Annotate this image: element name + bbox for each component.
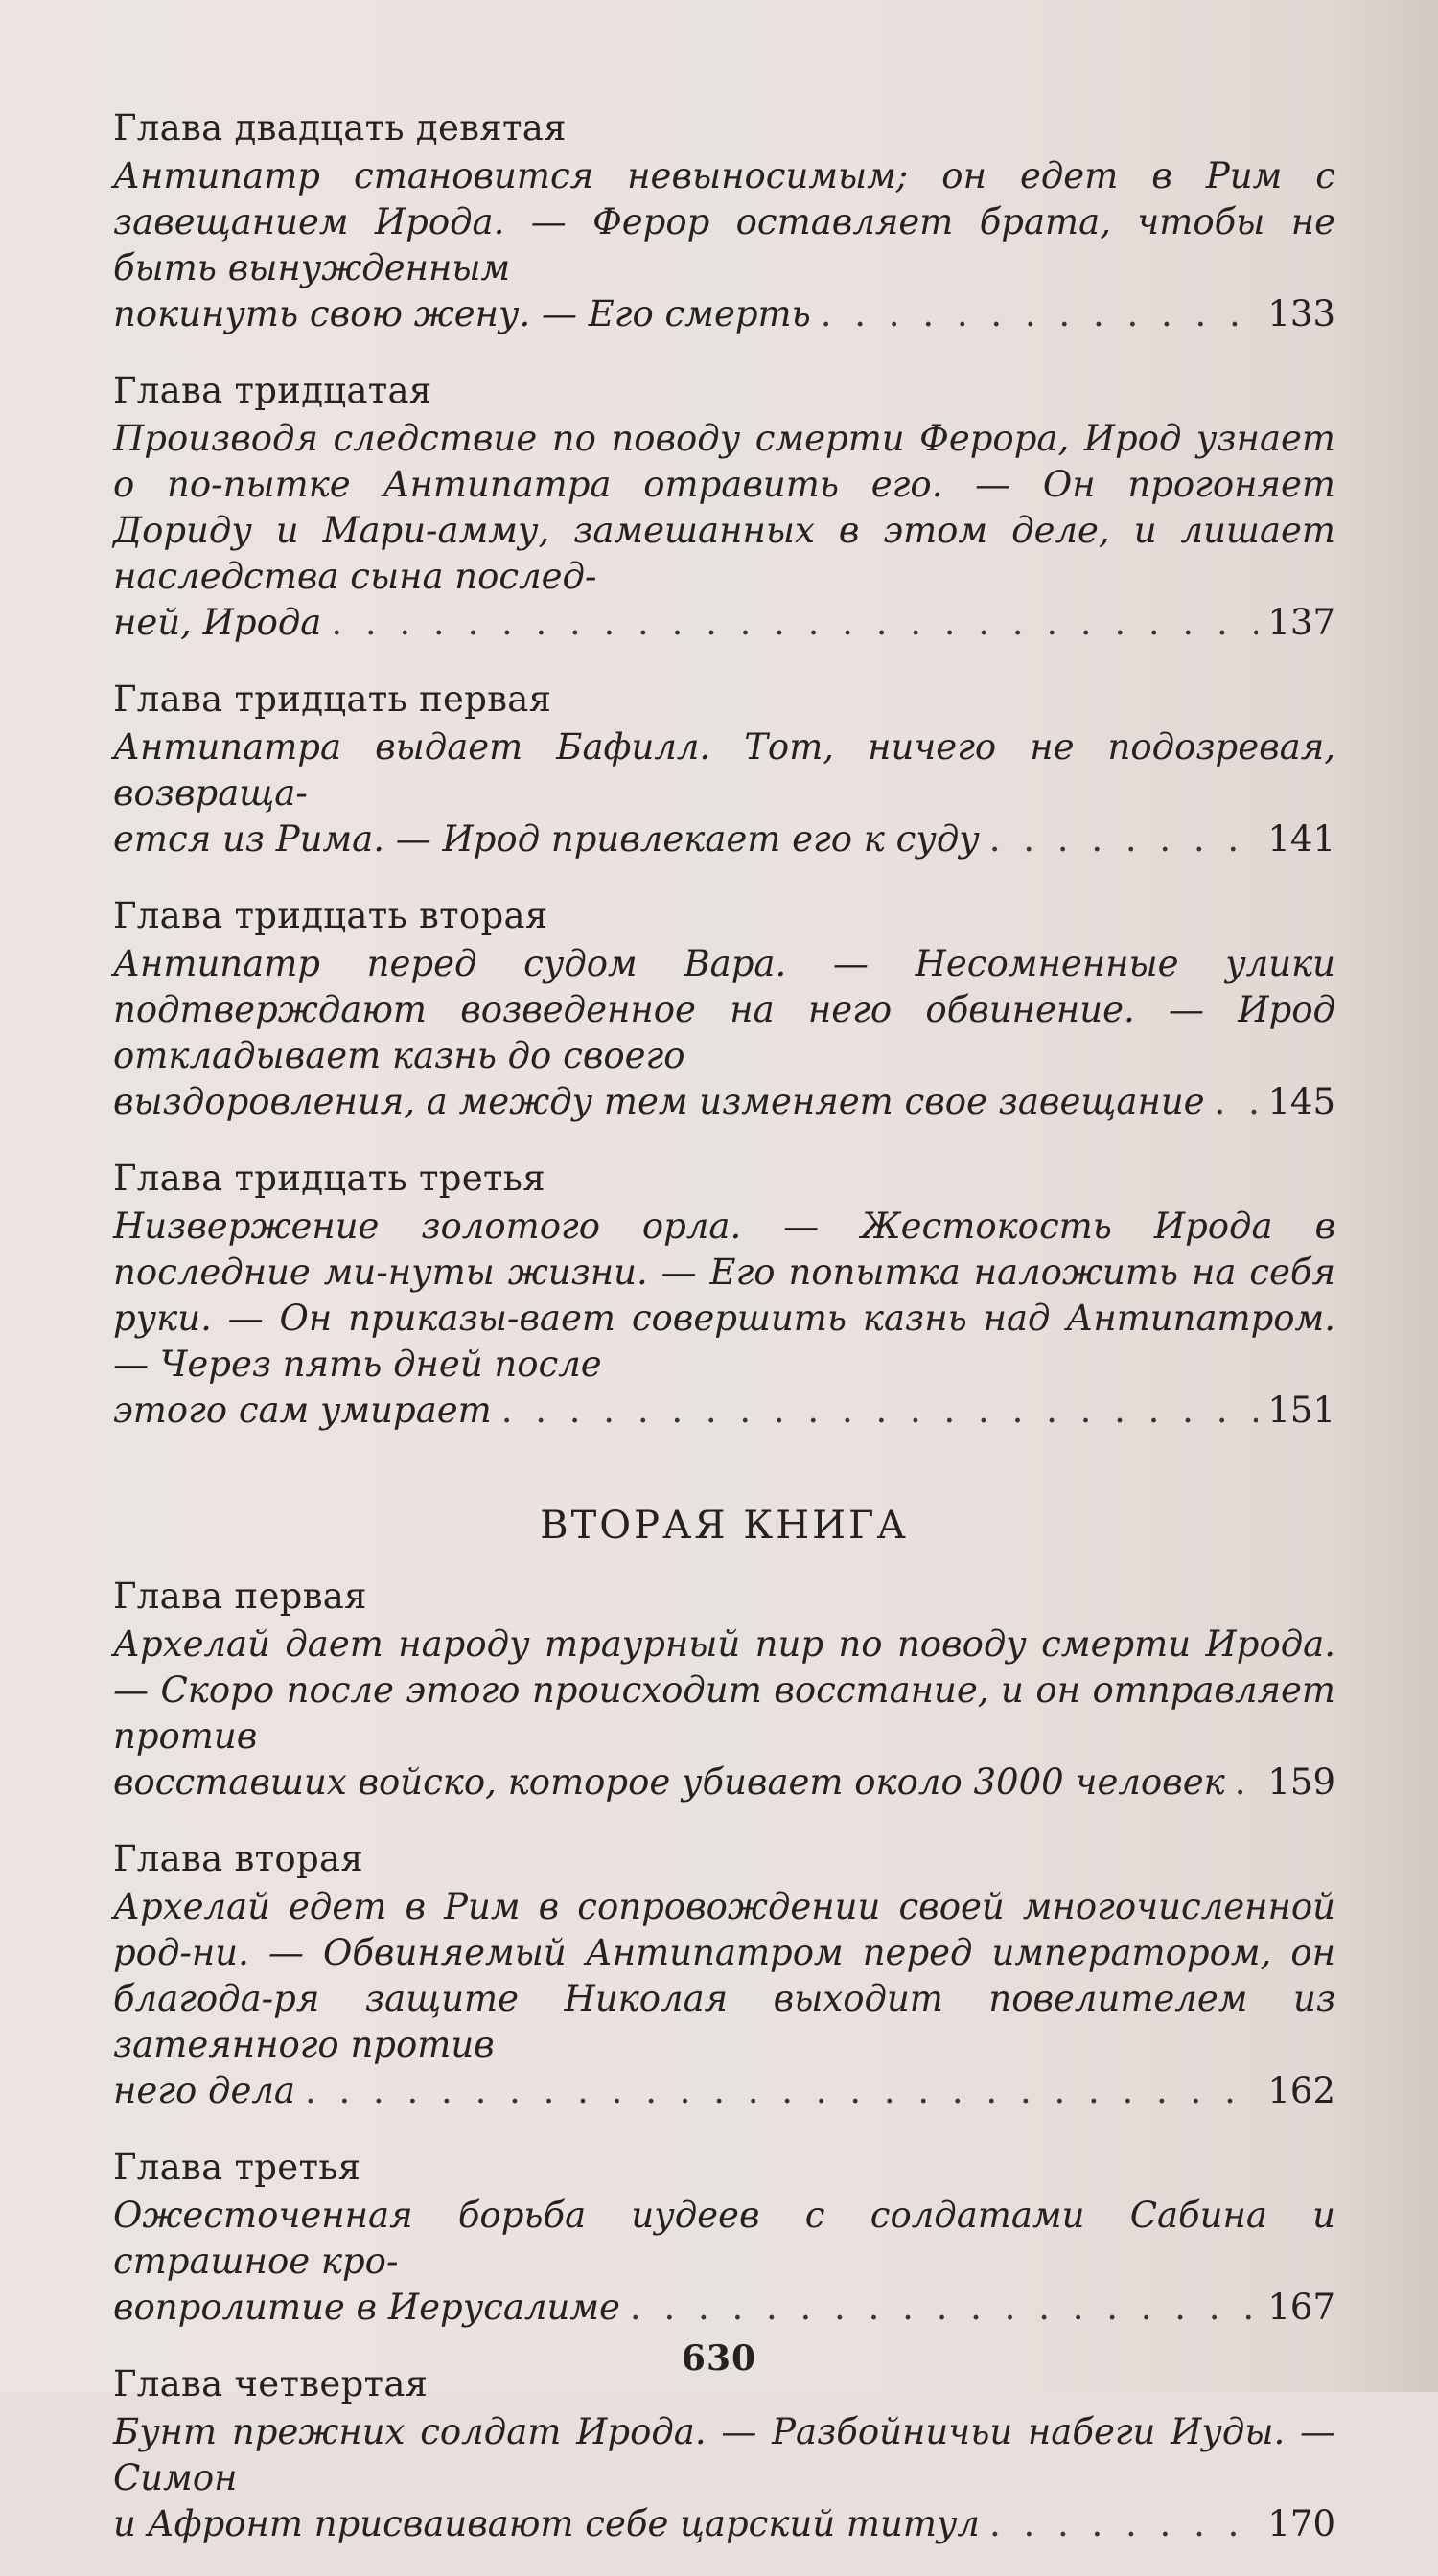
dot-leader: [305, 2068, 1258, 2114]
chapter-summary: Ожесточенная борьба иудеев с солдатами Сабина и страшное кро-: [113, 2195, 1335, 2282]
chapter-heading: Глава тридцать вторая: [113, 895, 548, 936]
dot-leader: [989, 2501, 1258, 2547]
toc-entry: [113, 2143, 1335, 2331]
chapter-summary: Производя следствие по поводу смерти Ферора, Ирод узнает о по-пытке Антипатра отравить его. — Он прогоняет Дориду и Мари-амму, замешанных в этом деле, и лишает наследства сына послед-: [113, 418, 1335, 597]
table-of-contents: [113, 104, 1335, 2576]
chapter-summary-last-line: покинуть свою жену. — Его смерть: [113, 293, 811, 334]
chapter-heading: Глава тридцать первая: [113, 678, 552, 720]
dot-leader: [501, 1388, 1259, 1434]
chapter-summary-end: [113, 1079, 1335, 1125]
chapter-summary-end: [113, 1760, 1335, 1806]
toc-entry: [113, 675, 1335, 862]
chapter-summary: Антипатр перед судом Вара. — Несомненные улики подтверждают возведенное на него обвинение. — Ирод откладывает казнь до своего: [113, 943, 1335, 1076]
chapter-summary-end: [113, 2068, 1335, 2114]
chapter-summary-end: [113, 2501, 1335, 2547]
dot-leader: [1235, 1760, 1259, 1806]
chapter-summary: Антипатра выдает Бафилл. Тот, ничего не подозревая, возвраща-: [113, 726, 1335, 814]
toc-entry: [113, 104, 1335, 337]
chapter-heading: Глава двадцать девятая: [113, 107, 567, 149]
chapter-summary-last-line: вопролитие в Иерусалиме: [113, 2287, 620, 2328]
chapter-summary-last-line: восставших войско, которое убивает около 3000 человек: [113, 1761, 1225, 1803]
toc-entry: [113, 2359, 1335, 2547]
dot-leader: [1215, 1079, 1259, 1125]
page-reference: 145: [1267, 1081, 1335, 1122]
toc-entry: [113, 1154, 1335, 1434]
chapter-summary: Бунт прежних солдат Ирода. — Разбойничьи набеги Иуды. — Симон: [113, 2411, 1335, 2498]
chapter-summary-end: [113, 1388, 1335, 1434]
dot-leader: [989, 816, 1259, 862]
chapter-heading: Глава первая: [113, 1576, 367, 1617]
chapter-summary-last-line: выздоровления, а между тем изменяет свое завещание: [113, 1081, 1205, 1122]
chapter-summary-end: [113, 2285, 1335, 2331]
chapter-summary-last-line: ней, Ирода: [113, 602, 322, 643]
chapter-summary-end: [113, 291, 1335, 337]
chapter-summary-last-line: него дела: [113, 2070, 295, 2111]
chapter-summary: Архелай едет в Рим в сопровождении своей многочисленной род-ни. — Обвиняемый Антипатром перед императором, он благода-ря защите Николая выходит повелителем из затеянного против: [113, 1886, 1335, 2065]
toc-entry: [113, 366, 1335, 646]
chapter-summary: Антипатр становится невыносимым; он едет в Рим с завещанием Ирода. — Ферор оставляет брата, чтобы не быть вынужденным: [113, 155, 1335, 288]
chapter-heading: Глава тридцатая: [113, 370, 432, 411]
chapter-heading: Глава третья: [113, 2147, 361, 2188]
chapter-summary-end: [113, 816, 1335, 862]
page-reference: 167: [1267, 2287, 1335, 2328]
chapter-summary: Архелай дает народу траурный пир по поводу смерти Ирода. — Скоро после этого происходит восстание, и он отправляет против: [113, 1623, 1335, 1757]
toc-entry: [113, 1834, 1335, 2114]
chapter-summary-end: [113, 600, 1335, 646]
chapter-summary-last-line: ется из Рима. — Ирод привлекает его к суду: [113, 818, 980, 860]
dot-leader: [821, 291, 1259, 337]
chapter-summary-last-line: и Афронт присваивают себе царский титул: [113, 2503, 980, 2544]
toc-entry: [113, 1572, 1335, 1806]
chapter-summary: Низвержение золотого орла. — Жестокость Ирода в последние ми-нуты жизни. — Его попытка наложить на себя руки. — Он приказы-вает совершить казнь над Антипатром. — Через пять дней после: [113, 1206, 1335, 1385]
book-title: ВТОРАЯ КНИГА: [540, 1504, 909, 1548]
page-reference: 141: [1267, 818, 1335, 860]
page-reference: 137: [1267, 602, 1335, 643]
toc-entry: [113, 891, 1335, 1125]
page-reference: 170: [1267, 2503, 1335, 2544]
page-reference: 151: [1267, 1390, 1335, 1431]
chapter-heading: Глава тридцать третья: [113, 1158, 545, 1199]
chapter-summary-last-line: этого сам умирает: [113, 1390, 492, 1431]
chapter-heading: Глава вторая: [113, 1838, 363, 1879]
page-reference: 162: [1267, 2070, 1335, 2111]
dot-leader: [630, 2285, 1258, 2331]
dot-leader: [331, 600, 1258, 646]
chapter-heading: Глава четвертая: [113, 2363, 429, 2404]
page-reference: 159: [1267, 1761, 1335, 1803]
page-reference: 133: [1267, 293, 1335, 334]
page-number: 630: [681, 2338, 757, 2379]
